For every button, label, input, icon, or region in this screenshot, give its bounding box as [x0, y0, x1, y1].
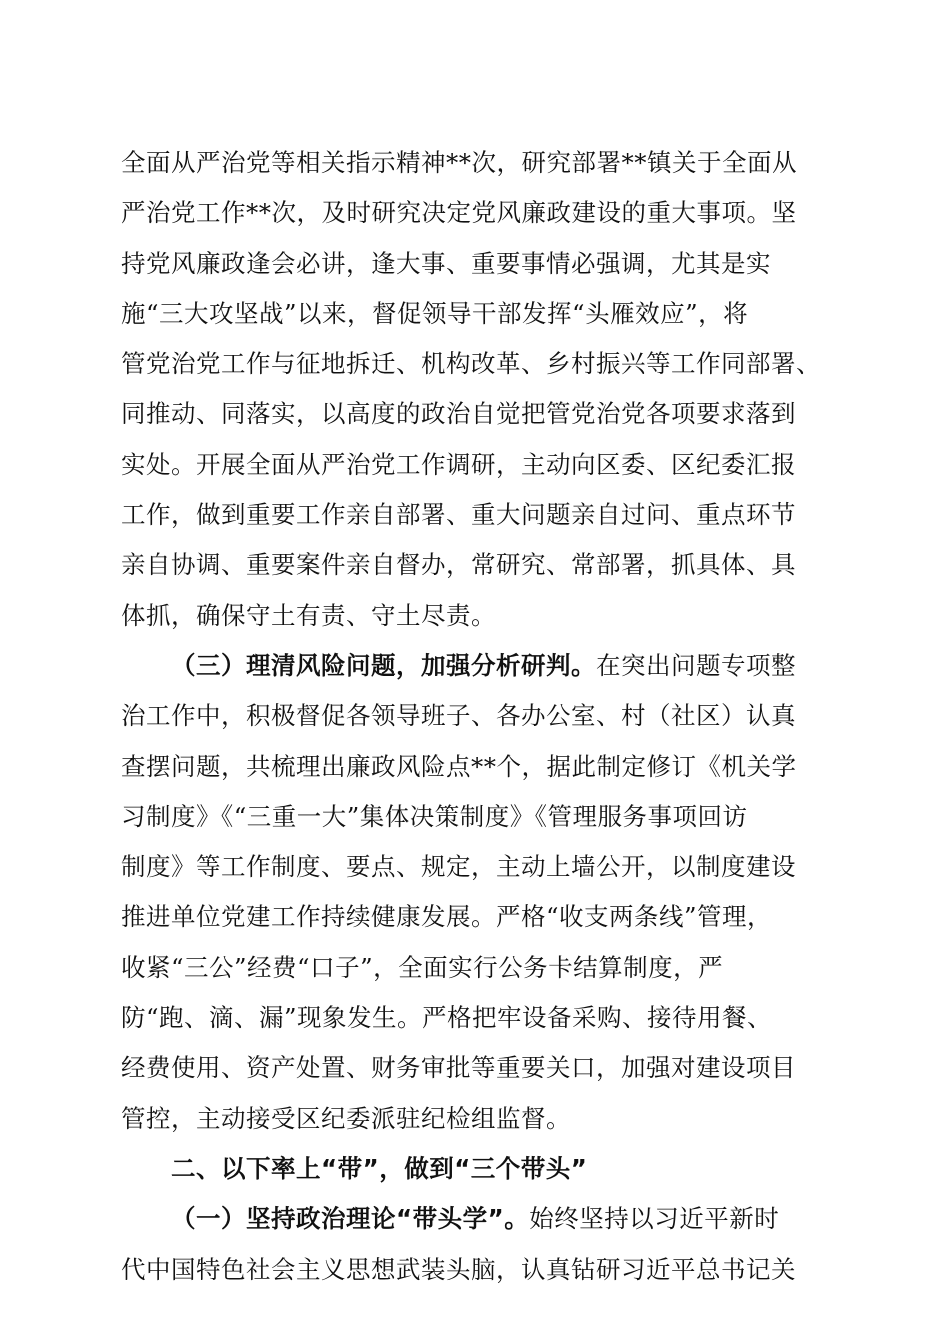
text-line: 收紧“三公”经费“口子”，全面实行公务卡结算制度，严 [121, 952, 724, 982]
text-line: 查摆问题，共梳理出廉政风险点**个，据此制定修订《机关学 [121, 751, 797, 781]
text-line: 工作，做到重要工作亲自部署、重大问题亲自过问、重点环节 [121, 500, 796, 530]
text-line: 体抓，确保守土有责、守土尽责。 [121, 600, 496, 630]
text-line [121, 641, 831, 691]
text-line: 持党风廉政逢会必讲，逢大事、重要事情必强调，尤其是实 [121, 248, 771, 278]
paragraph-accountability [121, 138, 831, 641]
text-line: 管党治党工作与征地拆迁、机构改革、乡村振兴等工作同部署、 [121, 349, 821, 379]
text-line: 制度》等工作制度、要点、规定，主动上墙公开，以制度建设 [121, 852, 796, 882]
text-line [121, 1194, 831, 1244]
text-run: 始终坚持以习近平新时 [529, 1204, 780, 1234]
text-run: 在突出问题专项整 [596, 650, 796, 680]
section-lead: （三）理清风险问题，加强分析研判。 [171, 650, 596, 680]
paragraph-risk-analysis [121, 641, 831, 1144]
section-lead: （一）坚持政治理论“带头学”。 [171, 1204, 530, 1234]
text-line: 全面从严治党等相关指示精神**次，研究部署**镇关于全面从 [121, 148, 797, 177]
text-line: 管控，主动接受区纪委派驻纪检组监督。 [121, 1103, 571, 1133]
text-line: 同推动、同落实，以高度的政治自觉把管党治党各项要求落到 [121, 399, 796, 429]
text-line: 施“三大攻坚战”以来，督促领导干部发挥“头雁效应”，将 [121, 298, 749, 328]
text-line: 习制度》《“三重一大”集体决策制度》《管理服务事项回访 [121, 801, 748, 831]
document-page [121, 138, 831, 1295]
text-line: 防“跑、滴、漏”现象发生。严格把牢设备采购、接待用餐、 [121, 1003, 773, 1033]
section-heading: 二、以下率上“带”，做到“三个带头” [171, 1153, 588, 1183]
text-line: 亲自协调、重要案件亲自督办，常研究、常部署，抓具体、具 [121, 550, 796, 580]
text-line: 实处。开展全面从严治党工作调研，主动向区委、区纪委汇报 [121, 449, 796, 479]
text-line: 严治党工作**次，及时研究决定党风廉政建设的重大事项。坚 [121, 198, 797, 228]
paragraph-political-study [121, 1194, 831, 1295]
text-line: 治工作中，积极督促各领导班子、各办公室、村（社区）认真 [121, 701, 796, 731]
text-line: 推进单位党建工作持续健康发展。严格“收支两条线”管理， [121, 902, 773, 932]
text-line: 经费使用、资产处置、财务审批等重要关口，加强对建设项目 [121, 1053, 796, 1083]
text-line: 代中国特色社会主义思想武装头脑，认真钻研习近平总书记关 [121, 1254, 796, 1284]
